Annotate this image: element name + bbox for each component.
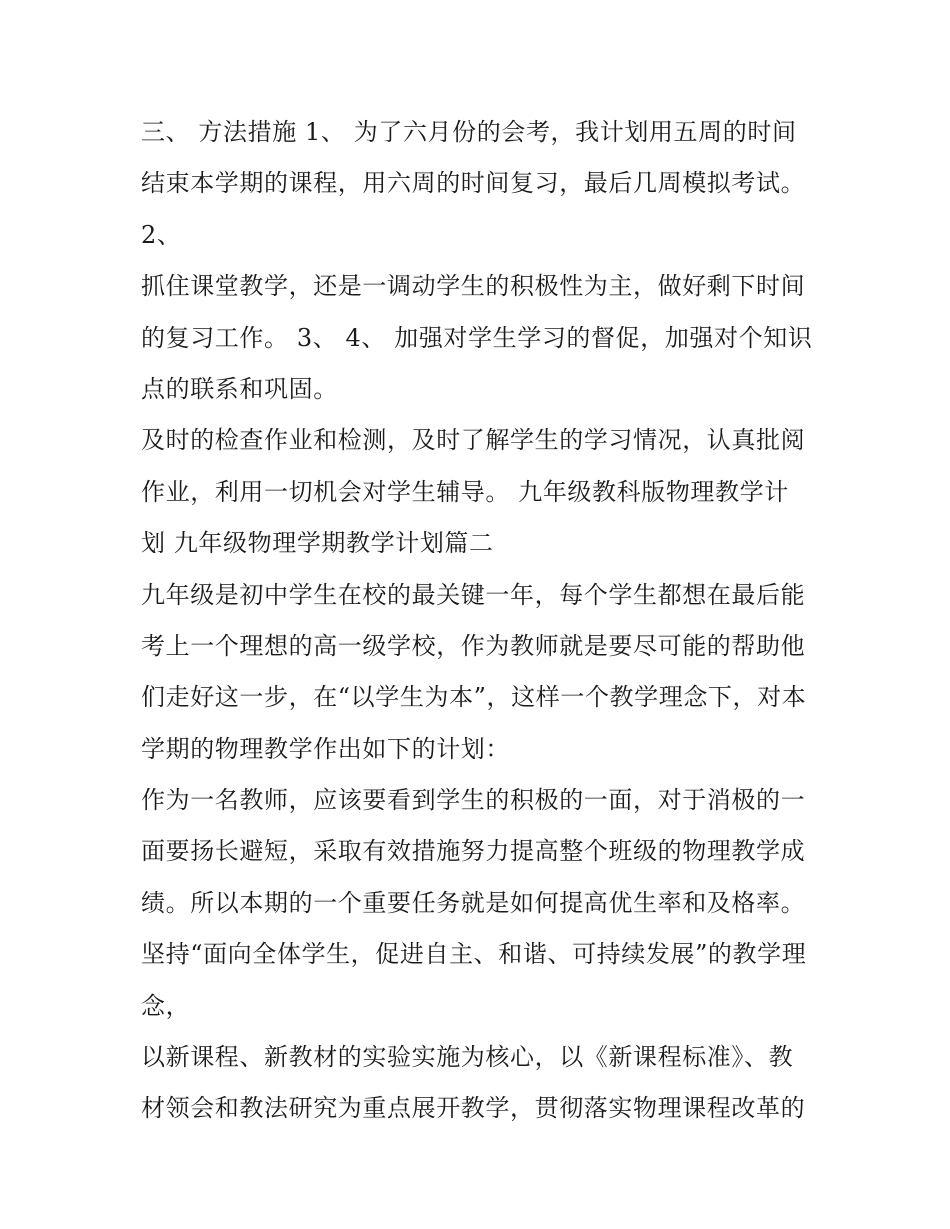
text-line-14: 作为一名教师，应该要看到学生的积极的一面，对于消极的一 (141, 786, 806, 815)
text-line-13: 学期的物理教学作出如下的计划： (141, 734, 510, 763)
text-line-20: 材领会和教法研究为重点展开教学，贯彻落实物理课程改革的 (141, 1094, 806, 1123)
text-line-3: 2、 (141, 220, 182, 249)
text-line-10: 九年级是初中学生在校的最关键一年，每个学生都想在最后能 (141, 580, 806, 609)
text-line-7: 及时的检查作业和检测，及时了解学生的学习情况，认真批阅 (141, 426, 806, 455)
text-line-9: 划 九年级物理学期教学计划篇二 (141, 529, 494, 558)
text-line-11: 考上一个理想的高一级学校，作为教师就是要尽可能的帮助他 (141, 631, 806, 660)
text-line-15: 面要扬长避短，采取有效措施努力提高整个班级的物理教学成 (141, 837, 806, 866)
text-line-17: 坚持“面向全体学生，促进自主、和谐、可持续发展”的教学理 (141, 940, 807, 969)
text-line-1: 三、 方法措施 1、 为了六月份的会考，我计划用五周的时间 (141, 118, 797, 146)
text-line-4: 抓住课堂教学，还是一调动学生的积极性为主，做好剩下时间 (141, 272, 806, 301)
text-line-5: 的复习工作。 3、 4、 加强对学生学习的督促，加强对个知识 (141, 323, 813, 352)
text-line-18: 念， (141, 991, 191, 1020)
body-text (141, 107, 821, 1135)
text-line-2: 结束本学期的课程，用六周的时间复习，最后几周模拟考试。 (141, 169, 806, 198)
text-line-8: 作业，利用一切机会对学生辅导。 九年级教科版物理教学计 (141, 477, 789, 506)
text-line-6: 点的联系和巩固。 (141, 374, 338, 403)
text-line-12: 们走好这一步，在“以学生为本”，这样一个教学理念下，对本 (141, 683, 807, 712)
text-line-19: 以新课程、新教材的实验实施为核心，以《新课程标准》、教 (141, 1043, 794, 1072)
text-line-16: 绩。所以本期的一个重要任务就是如何提高优生率和及格率。 (141, 888, 806, 917)
